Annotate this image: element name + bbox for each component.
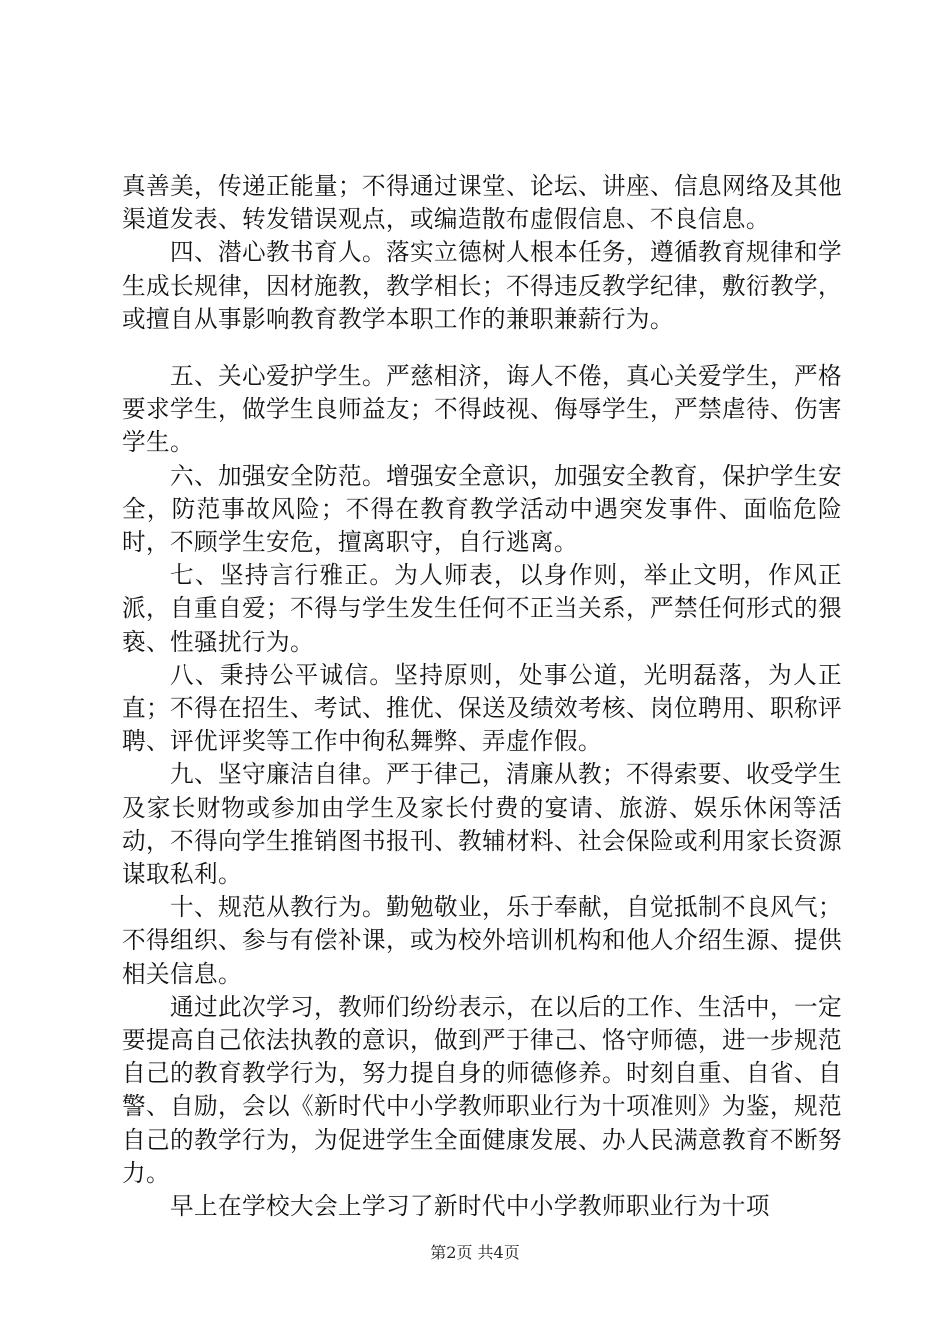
paragraph-gap	[122, 336, 842, 360]
paragraph-item-6: 六、加强安全防范。增强安全意识，加强安全教育，保护学生安全，防范事故风险；不得在教育教学活动中遇突发事件、面临危险时，不顾学生安危，擅离职守，自行逃离。	[122, 461, 842, 557]
paragraph-item-5: 五、关心爱护学生。严慈相济，诲人不倦，真心关爱学生，严格要求学生，做学生良师益友；不得歧视、侮辱学生，严禁虐待、伤害学生。	[122, 362, 842, 457]
paragraph-item-4: 四、潜心教书育人。落实立德树人根本任务，遵循教育规律和学生成长规律，因材施教，教学相长；不得违反教学纪律，敷衍教学，或擅自从事影响教育教学本职工作的兼职兼薪行为。	[122, 238, 842, 333]
paragraph-item-7: 七、坚持言行雅正。为人师表，以身作则，举止文明，作风正派，自重自爱；不得与学生发生任何不正当关系，严禁任何形式的猥亵、性骚扰行为。	[122, 561, 842, 656]
paragraph-closing: 早上在学校大会上学习了新时代中小学教师职业行为十项	[170, 1192, 770, 1221]
paragraph-summary: 通过此次学习，教师们纷纷表示，在以后的工作、生活中，一定要提高自己依法执教的意识，做到严于律己、恪守师德，进一步规范自己的教育教学行为，努力提自身的师德修养。时刻自重、自省、自警、自励，会以《新时代中小学教师职业行为十项准则》为鉴，规范自己的教学行为，为促进学生全面健康发展、办人民满意教育不断努力。	[122, 992, 842, 1187]
paragraph-item-8: 八、秉持公平诚信。坚持原则，处事公道，光明磊落，为人正直；不得在招生、考试、推优、保送及绩效考核、岗位聘用、职称评聘、评优评奖等工作中徇私舞弊、弄虚作假。	[122, 660, 842, 756]
page-number-footer: 第2页 共4页	[430, 1243, 520, 1262]
paragraph-item-10: 十、规范从教行为。勤勉敬业，乐于奉献，自觉抵制不良风气；不得组织、参与有偿补课，或为校外培训机构和他人介绍生源、提供相关信息。	[122, 893, 842, 988]
paragraph-continuation: 真善美，传递正能量；不得通过课堂、论坛、讲座、信息网络及其他渠道发表、转发错误观点，或编造散布虚假信息、不良信息。	[122, 172, 842, 234]
document-body	[122, 170, 842, 1223]
paragraph-item-9: 九、坚守廉洁自律。严于律己，清廉从教；不得索要、收受学生及家长财物或参加由学生及家长付费的宴请、旅游、娱乐休闲等活动，不得向学生推销图书报刊、教辅材料、社会保险或利用家长资源谋取私利。	[122, 760, 842, 889]
